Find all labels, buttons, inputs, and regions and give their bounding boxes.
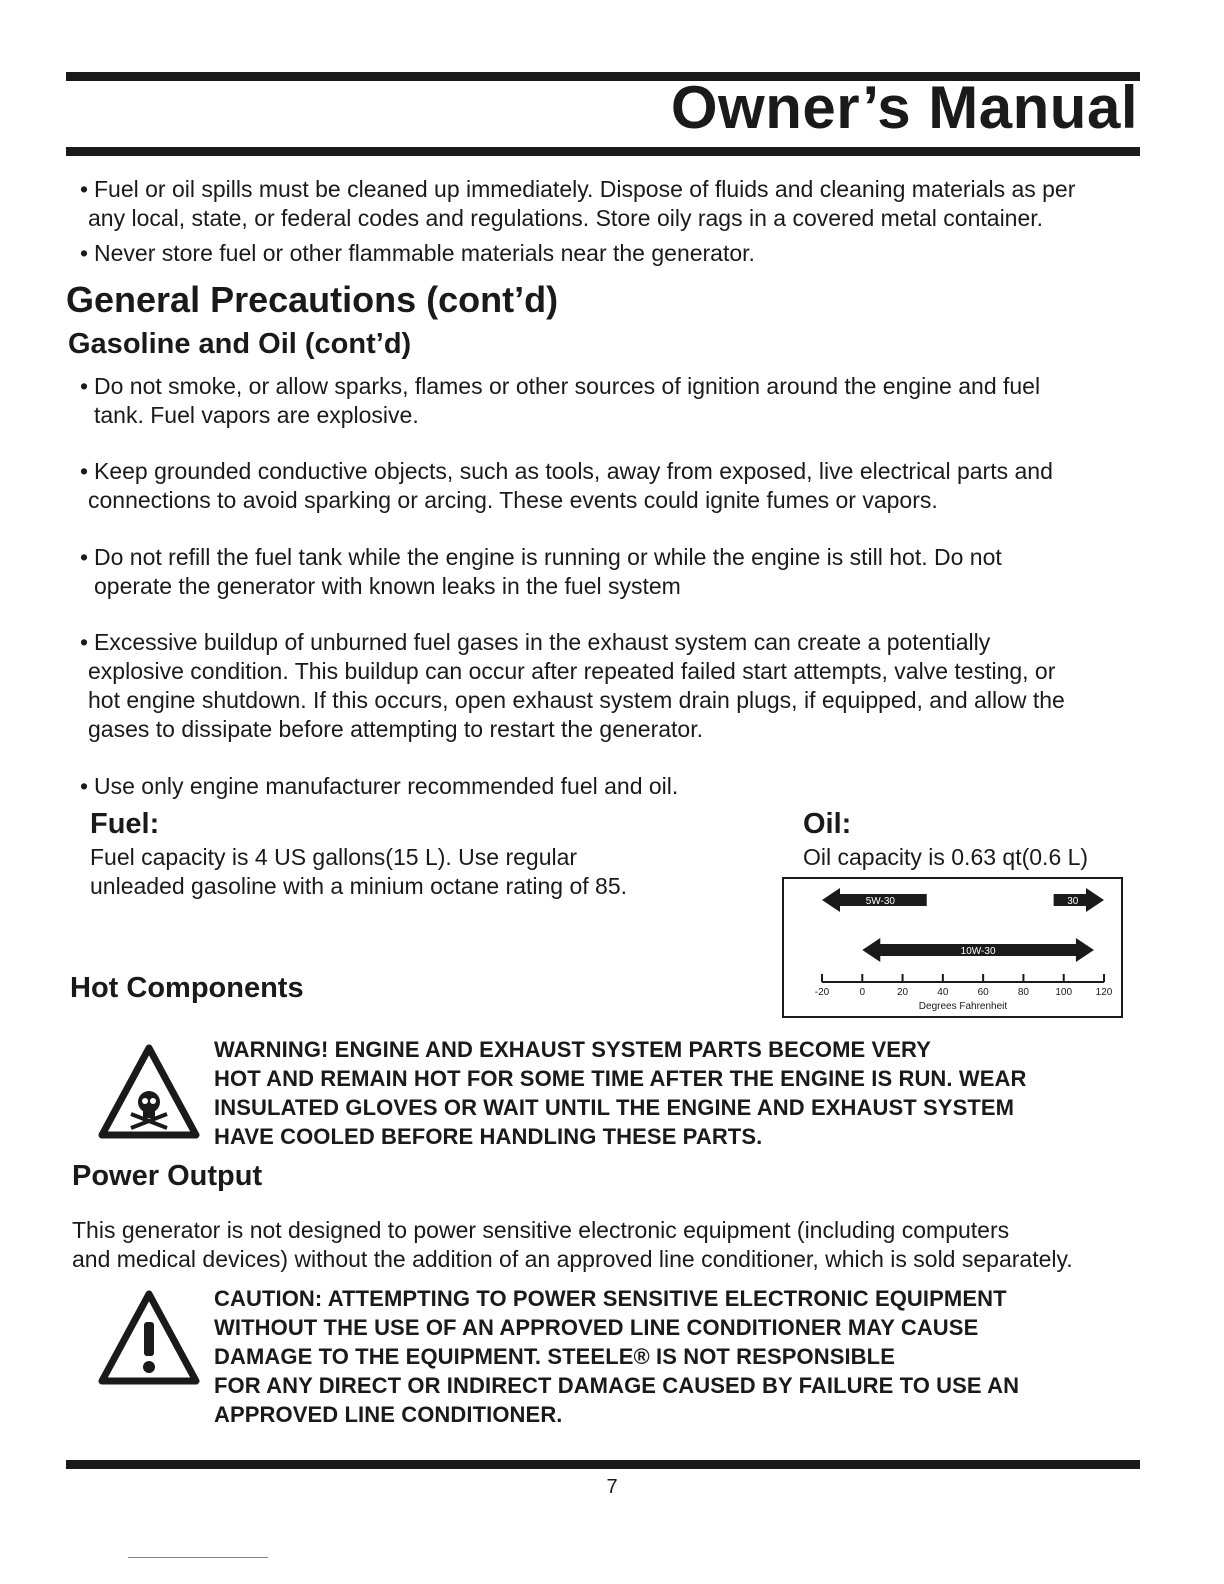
list-item: • Fuel or oil spills must be cleaned up immediately. Dispose of fluids and cleaning materials as per any local, state, or federal codes and regulations. Store oily rags in a covered metal container. xyxy=(80,176,1076,231)
hot-components-heading: Hot Components xyxy=(70,972,304,1004)
list-item: • Never store fuel or other flammable materials near the generator. xyxy=(80,240,755,266)
x-axis-label: Degrees Fahrenheit xyxy=(918,1001,1008,1012)
x-tick-label: -20 xyxy=(814,987,830,998)
caution-text: CAUTION: ATTEMPTING TO POWER SENSITIVE ELECTRONIC EQUIPMENT WITHOUT THE USE OF AN APPROVED LINE CONDITIONER MAY CAUSE DAMAGE TO THE EQUIPMENT. STEELE® IS NOT RESPONSIBLE FOR ANY DIRECT OR INDIRECT DAMAGE CAUSED BY FAILURE TO USE AN APPROVED LINE CONDITIONER. xyxy=(214,1286,1020,1427)
caution-icon xyxy=(98,1290,200,1390)
range-arrow-30 xyxy=(1054,888,1104,912)
header-bottom-rule xyxy=(66,147,1140,156)
fuel-heading: Fuel: xyxy=(90,808,160,840)
list-item: • Do not smoke, or allow sparks, flames or other sources of ignition around the engine and fuel tank. Fuel vapors are explosive. xyxy=(80,373,1041,428)
x-tick-label: 40 xyxy=(937,987,949,998)
oil-text: Oil capacity is 0.63 qt(0.6 L) xyxy=(803,844,1089,870)
oil-viscosity-chart-svg xyxy=(784,879,1121,1016)
x-tick-label: 100 xyxy=(1055,987,1073,998)
section-heading: General Precautions (cont’d) xyxy=(66,279,559,320)
x-tick-label: 60 xyxy=(977,987,989,998)
list-item: • Use only engine manufacturer recommended fuel and oil. xyxy=(80,773,679,799)
list-item: • Excessive buildup of unburned fuel gases in the exhaust system can create a potentially explosive condition. This buildup can occur after repeated failed start attempts, valve testing, or hot engine shutdown. If this occurs, open exhaust system drain plugs, if equipped, and allow the gases to dissipate before attempting to restart the generator. xyxy=(80,629,1065,742)
page-title: Owner’s Manual xyxy=(670,74,1138,141)
skull-warning-icon xyxy=(98,1044,200,1144)
hot-warning-text: WARNING! ENGINE AND EXHAUST SYSTEM PARTS BECOME VERY HOT AND REMAIN HOT FOR SOME TIME AFTER THE ENGINE IS RUN. WEAR INSULATED GLOVES OR WAIT UNTIL THE ENGINE AND EXHAUST SYSTEM HAVE COOLED BEFORE HANDLING THESE PARTS. xyxy=(214,1037,1027,1149)
range-label: 5W-30 xyxy=(865,896,896,907)
power-output-heading: Power Output xyxy=(72,1160,263,1192)
list-item: • Keep grounded conductive objects, such as tools, away from exposed, live electrical parts and connections to avoid sparking or arcing. These events could ignite fumes or vapors. xyxy=(80,458,1053,513)
oil-heading: Oil: xyxy=(803,808,852,840)
x-tick-label: 120 xyxy=(1095,987,1113,998)
oil-viscosity-chart xyxy=(782,877,1123,1018)
range-label: 10W-30 xyxy=(960,946,996,957)
fuel-text: Fuel capacity is 4 US gallons(15 L). Use regular unleaded gasoline with a minium octane rating of 85. xyxy=(90,844,628,899)
power-output-text: This generator is not designed to power sensitive electronic equipment (including computers and medical devices) without the addition of an approved line conditioner, which is sold separately. xyxy=(72,1217,1073,1272)
x-tick-label: 0 xyxy=(859,987,866,998)
list-item: • Do not refill the fuel tank while the engine is running or while the engine is still hot. Do not operate the generator with known leaks in the fuel system xyxy=(80,544,1002,599)
page-number: 7 xyxy=(606,1476,618,1498)
subsection-heading: Gasoline and Oil (cont’d) xyxy=(68,328,412,360)
x-tick-label: 80 xyxy=(1017,987,1029,998)
footer-rule xyxy=(66,1460,1140,1469)
footer-link-line xyxy=(128,1557,268,1558)
range-label: 30 xyxy=(1067,896,1079,907)
x-tick-label: 20 xyxy=(897,987,909,998)
